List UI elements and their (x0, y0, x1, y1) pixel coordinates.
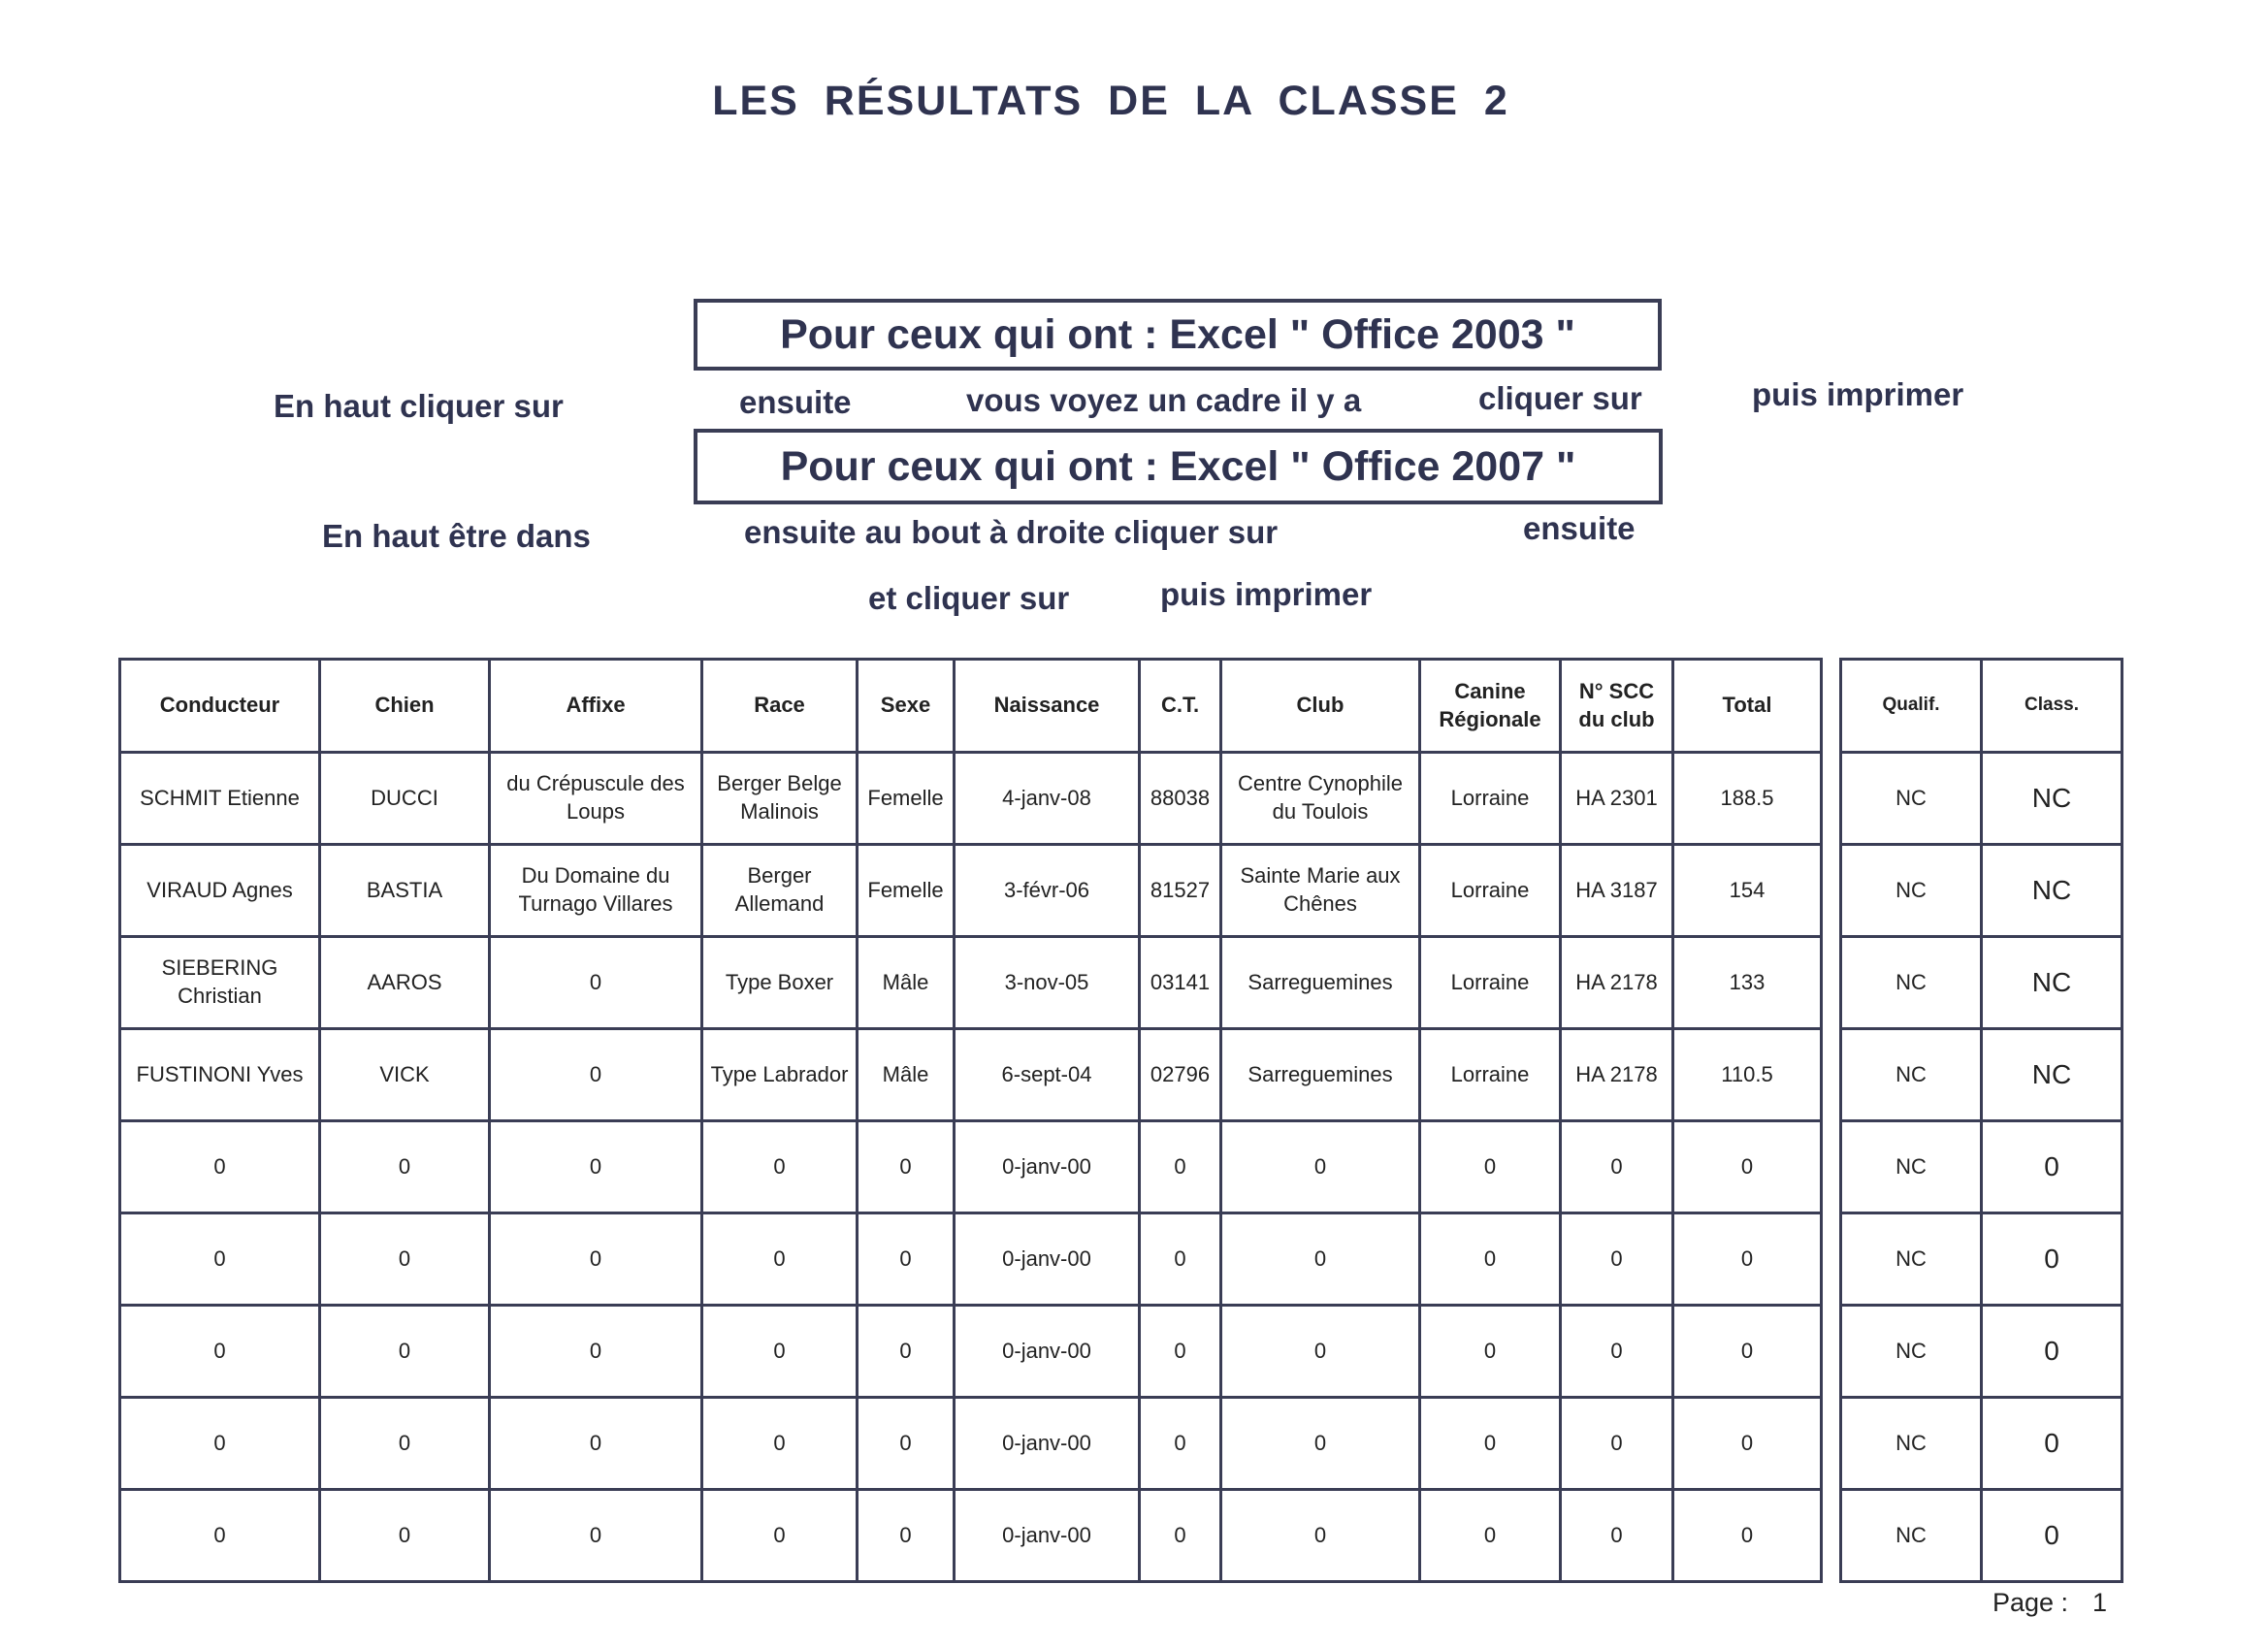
results-table-cell: 0 (490, 1029, 702, 1121)
office-2003-label: Pour ceux qui ont : Excel " Office 2003 " (780, 311, 1575, 358)
results-table (118, 658, 1823, 1583)
results-table-cell: 0 (320, 1490, 490, 1582)
results-table-cell: 0 (1561, 1490, 1673, 1582)
results-table-cell: 0 (1221, 1213, 1420, 1306)
results-table-cell: DUCCI (320, 753, 490, 845)
qual-table-cell: NC (1841, 753, 1982, 845)
results-table-cell: 0 (702, 1398, 858, 1490)
results-table-cell: 0 (120, 1306, 320, 1398)
results-table-cell: 0-janv-00 (955, 1213, 1140, 1306)
results-table-cell: AAROS (320, 937, 490, 1029)
results-table-cell: 0 (1561, 1306, 1673, 1398)
qual-table-cell: NC (1841, 937, 1982, 1029)
results-table-cell: 3-févr-06 (955, 845, 1140, 937)
results-table-cell: 0 (320, 1306, 490, 1398)
qualification-table-body (1841, 660, 2122, 1582)
results-table-cell: 0 (1140, 1121, 1221, 1213)
results-table-cell: Type Boxer (702, 937, 858, 1029)
qual-table-cell: NC (1982, 1029, 2122, 1121)
results-table-row (120, 1490, 1822, 1582)
results-table-cell: 0 (1140, 1490, 1221, 1582)
results-table-cell: 0 (490, 1306, 702, 1398)
qual-table-cell: 0 (1982, 1306, 2122, 1398)
instruction-2007-a: En haut être dans (322, 518, 591, 554)
qual-table-row (1841, 1213, 2122, 1306)
results-table-cell: 0 (858, 1213, 955, 1306)
results-table-cell: 0 (120, 1121, 320, 1213)
results-table-cell: Femelle (858, 753, 955, 845)
qual-table-cell: 0 (1982, 1213, 2122, 1306)
results-column-header: Naissance (955, 660, 1140, 753)
results-table-cell: 0 (1221, 1490, 1420, 1582)
qual-table-row (1841, 1121, 2122, 1213)
instruction-2007-d: et cliquer sur (868, 580, 1070, 616)
results-table-cell: Lorraine (1420, 937, 1561, 1029)
instruction-2003-c: vous voyez un cadre il y a (966, 382, 1362, 418)
results-table-cell: 0-janv-00 (955, 1490, 1140, 1582)
results-table-cell: 0 (858, 1398, 955, 1490)
results-table-row (120, 937, 1822, 1029)
results-table-cell: 81527 (1140, 845, 1221, 937)
results-table-cell: 0 (320, 1398, 490, 1490)
results-table-cell: Type Labrador (702, 1029, 858, 1121)
results-table-row (120, 1029, 1822, 1121)
results-table-cell: 6-sept-04 (955, 1029, 1140, 1121)
results-table-cell: SIEBERING Christian (120, 937, 320, 1029)
results-table-cell: 0 (1420, 1306, 1561, 1398)
results-table-cell: 0 (1420, 1398, 1561, 1490)
qual-column-header: Class. (1982, 660, 2122, 753)
results-table-cell: 0 (1221, 1121, 1420, 1213)
results-table-cell: 0 (1673, 1490, 1822, 1582)
qual-table-row (1841, 1490, 2122, 1582)
results-table-cell: 110.5 (1673, 1029, 1822, 1121)
qual-header-row (1841, 660, 2122, 753)
results-table-cell: 0 (490, 937, 702, 1029)
results-table-cell: 0 (1420, 1121, 1561, 1213)
page-title: LES RÉSULTATS DE LA CLASSE 2 (712, 78, 1509, 124)
results-column-header: Club (1221, 660, 1420, 753)
qual-table-cell: NC (1841, 1213, 1982, 1306)
results-table-cell: VIRAUD Agnes (120, 845, 320, 937)
results-table-cell: Sarreguemines (1221, 1029, 1420, 1121)
results-table-cell: 0 (1673, 1121, 1822, 1213)
results-table-row (120, 1306, 1822, 1398)
qual-table-cell: NC (1982, 753, 2122, 845)
results-table-cell: VICK (320, 1029, 490, 1121)
office-2007-label: Pour ceux qui ont : Excel " Office 2007 " (780, 443, 1576, 490)
results-table-cell: Femelle (858, 845, 955, 937)
results-table-cell: 0 (1561, 1398, 1673, 1490)
results-table-cell: 0 (490, 1490, 702, 1582)
results-table-cell: 133 (1673, 937, 1822, 1029)
results-table-cell: 0 (1140, 1306, 1221, 1398)
results-table-row (120, 1398, 1822, 1490)
results-table-cell: 0 (1140, 1213, 1221, 1306)
instruction-2007-c: ensuite (1523, 510, 1636, 546)
results-table-cell: 0 (1561, 1213, 1673, 1306)
qualification-table (1839, 658, 2123, 1583)
results-table-cell: 0 (490, 1213, 702, 1306)
results-table-cell: 0 (120, 1398, 320, 1490)
instruction-2003-d: cliquer sur (1478, 380, 1642, 416)
qual-table-row (1841, 937, 2122, 1029)
results-table-cell: HA 2178 (1561, 1029, 1673, 1121)
qual-table-row (1841, 1029, 2122, 1121)
results-table-cell: 0-janv-00 (955, 1398, 1140, 1490)
results-table-cell: 0 (490, 1121, 702, 1213)
results-table-cell: 0 (1221, 1306, 1420, 1398)
results-table-cell: Lorraine (1420, 845, 1561, 937)
results-column-header: Sexe (858, 660, 955, 753)
results-table-cell: 0 (858, 1121, 955, 1213)
results-table-row (120, 1121, 1822, 1213)
results-table-cell: HA 2301 (1561, 753, 1673, 845)
results-table-row (120, 845, 1822, 937)
qual-table-cell: NC (1841, 1398, 1982, 1490)
instruction-2007-e: puis imprimer (1160, 576, 1373, 612)
results-table-cell: SCHMIT Etienne (120, 753, 320, 845)
results-table-cell: FUSTINONI Yves (120, 1029, 320, 1121)
results-table-cell: 0 (858, 1490, 955, 1582)
qual-table-row (1841, 1306, 2122, 1398)
office-2003-box (694, 299, 1662, 371)
results-table-cell: 0 (1420, 1490, 1561, 1582)
results-table-body (120, 660, 1822, 1582)
results-table-cell: 0 (1561, 1121, 1673, 1213)
results-table-cell: Berger Allemand (702, 845, 858, 937)
qual-table-cell: NC (1841, 1029, 1982, 1121)
results-table-row (120, 753, 1822, 845)
results-table-cell: 0 (1420, 1213, 1561, 1306)
results-table-cell: Sarreguemines (1221, 937, 1420, 1029)
results-table-cell: 0 (702, 1490, 858, 1582)
results-table-cell: Mâle (858, 937, 955, 1029)
results-table-cell: 0 (320, 1121, 490, 1213)
qual-table-row (1841, 1398, 2122, 1490)
page-number: 1 (2092, 1588, 2108, 1617)
results-table-cell: 0 (1673, 1213, 1822, 1306)
results-table-cell: 0 (702, 1213, 858, 1306)
qual-table-cell: NC (1982, 937, 2122, 1029)
results-table-cell: 0 (702, 1121, 858, 1213)
instruction-2003-e: puis imprimer (1752, 376, 1964, 412)
results-column-header: C.T. (1140, 660, 1221, 753)
results-table-cell: 02796 (1140, 1029, 1221, 1121)
results-table-cell: 0 (1673, 1306, 1822, 1398)
qual-table-row (1841, 753, 2122, 845)
results-table-cell: 0 (120, 1490, 320, 1582)
results-table-cell: HA 3187 (1561, 845, 1673, 937)
results-header-row (120, 660, 1822, 753)
qual-table-cell: 0 (1982, 1398, 2122, 1490)
results-table-cell: 03141 (1140, 937, 1221, 1029)
results-column-header: Affixe (490, 660, 702, 753)
results-table-cell: 3-nov-05 (955, 937, 1140, 1029)
results-table-cell: BASTIA (320, 845, 490, 937)
results-table-cell: 0 (1221, 1398, 1420, 1490)
results-table-cell: Centre Cynophile du Toulois (1221, 753, 1420, 845)
qual-table-cell: NC (1841, 1490, 1982, 1582)
results-table-cell: 188.5 (1673, 753, 1822, 845)
qual-table-row (1841, 845, 2122, 937)
results-column-header: Chien (320, 660, 490, 753)
qual-table-cell: 0 (1982, 1490, 2122, 1582)
qual-table-cell: 0 (1982, 1121, 2122, 1213)
results-table-cell: Lorraine (1420, 1029, 1561, 1121)
results-table-cell: 0 (320, 1213, 490, 1306)
page-label: Page : (1993, 1588, 2069, 1617)
results-table-cell: 4-janv-08 (955, 753, 1140, 845)
results-table-cell: 0 (702, 1306, 858, 1398)
results-column-header: Total (1673, 660, 1822, 753)
results-table-row (120, 1213, 1822, 1306)
qual-table-cell: NC (1841, 845, 1982, 937)
results-table-cell: 0 (1140, 1398, 1221, 1490)
results-table-cell: Berger Belge Malinois (702, 753, 858, 845)
results-table-cell: 0-janv-00 (955, 1306, 1140, 1398)
results-table-cell: 154 (1673, 845, 1822, 937)
qual-table-cell: NC (1841, 1306, 1982, 1398)
results-table-cell: du Crépuscule des Loups (490, 753, 702, 845)
results-column-header: Conducteur (120, 660, 320, 753)
results-table-cell: 0 (490, 1398, 702, 1490)
results-table-cell: Sainte Marie aux Chênes (1221, 845, 1420, 937)
results-table-cell: Du Domaine du Turnago Villares (490, 845, 702, 937)
results-table-cell: 0 (1673, 1398, 1822, 1490)
qual-table-cell: NC (1982, 845, 2122, 937)
instruction-2003-a: En haut cliquer sur (274, 388, 564, 424)
office-2007-box (694, 429, 1663, 504)
results-table-cell: 88038 (1140, 753, 1221, 845)
results-table-cell: 0 (858, 1306, 955, 1398)
results-table-cell: Lorraine (1420, 753, 1561, 845)
results-column-header: Race (702, 660, 858, 753)
results-table-cell: Mâle (858, 1029, 955, 1121)
results-table-cell: HA 2178 (1561, 937, 1673, 1029)
results-column-header: N° SCC du club (1561, 660, 1673, 753)
results-column-header: Canine Régionale (1420, 660, 1561, 753)
results-table-cell: 0-janv-00 (955, 1121, 1140, 1213)
qual-table-cell: NC (1841, 1121, 1982, 1213)
results-table-cell: 0 (120, 1213, 320, 1306)
instruction-2007-b: ensuite au bout à droite cliquer sur (744, 514, 1279, 550)
qual-column-header: Qualif. (1841, 660, 1982, 753)
instruction-2003-b: ensuite (739, 384, 852, 420)
